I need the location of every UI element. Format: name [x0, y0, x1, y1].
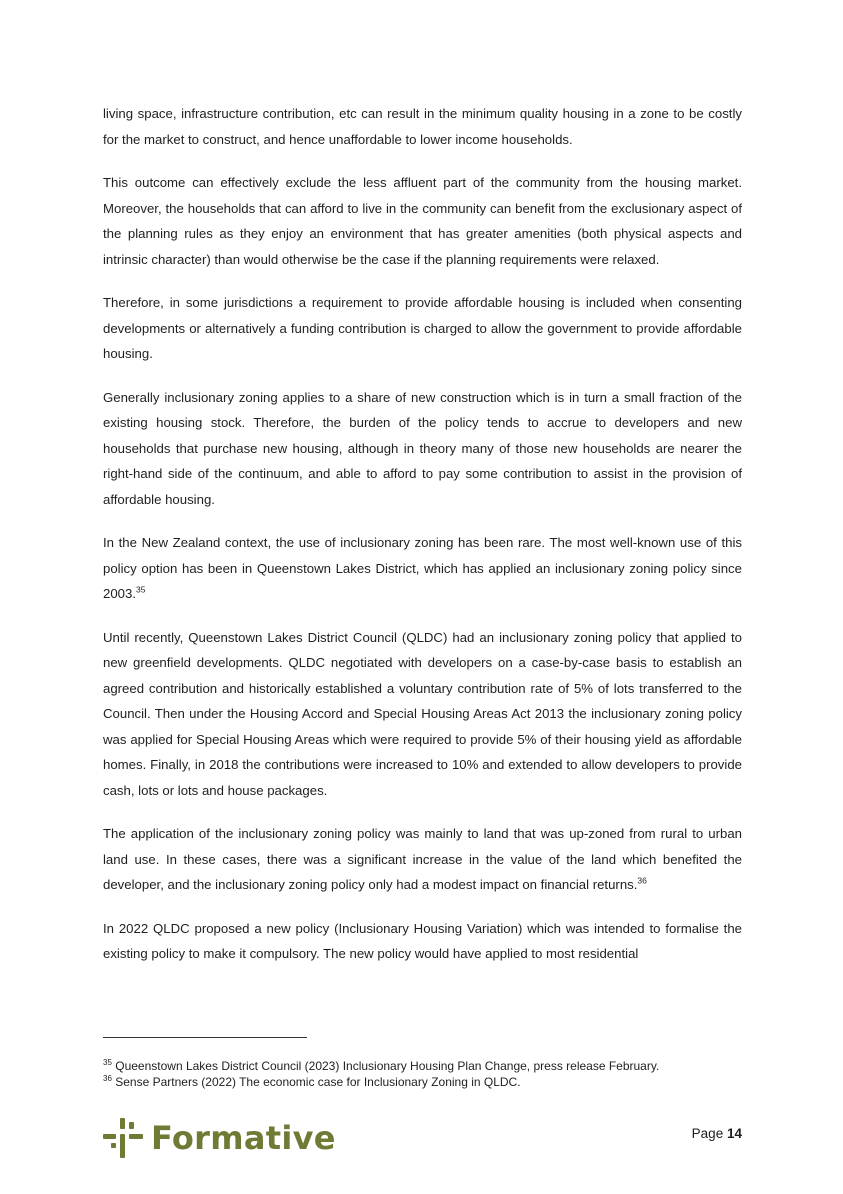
paragraph-1: living space, infrastructure contribution, etc can result in the minimum quality housing in a zone to be costly for the market to construct, and hence unaffordable to lower income households. [103, 106, 742, 147]
formative-logo [103, 1118, 336, 1158]
paragraph-7: The application of the inclusionary zoning policy was mainly to land that was up-zoned from rural to urban land use. In these cases, there was a significant increase in the value of the land which benefited the developer, and the inclusionary zoning policy only had a modest impact on financial returns.$^{36}$ [103, 826, 742, 892]
footnotes [103, 1058, 763, 1090]
paragraph-4: Generally inclusionary zoning applies to a share of new construction which is in turn a small fraction of the existing housing stock. Therefore, the burden of the policy tends to accrue to developers and new households that purchase new housing, although in theory many of those new households are nearer the right-hand side of the continuum, and able to afford to pay some contribution to assist in the provision of affordable housing. [103, 389, 742, 507]
footnote-divider [103, 1037, 307, 1038]
body-text [103, 101, 742, 985]
paragraph-8: In 2022 QLDC proposed a new policy (Inclusionary Housing Variation) which was intended to formalise the existing policy to make it compulsory. The new policy would have applied to most residential [103, 920, 742, 961]
paragraph-6: Until recently, Queenstown Lakes District Council (QLDC) had an inclusionary zoning policy that applied to new greenfield developments. QLDC negotiated with developers on a case-by-case basis to establish an agreed contribution and historically established a voluntary contribution rate of 5% of lots transferred to the Council. Then under the Housing Accord and Special Housing Areas Act 2013 the inclusionary zoning policy was applied for Special Housing Areas which were required to provide 5% of their housing yield as affordable homes. Finally, in 2018 the contributions were increased to 10% and extended to allow developers to provide cash, lots or lots and house packages. [103, 629, 742, 798]
footnote-36: $^{36}$ Sense Partners (2022) The economic case for Inclusionary Zoning in QLDC. [103, 1074, 521, 1089]
paragraph-3: Therefore, in some jurisdictions a requirement to provide affordable housing is included when consenting developments or alternatively a funding contribution is charged to allow the government to provide affordable housing. [103, 295, 742, 361]
page-number: Page 14 [691, 1126, 742, 1141]
footnote-ref-35[interactable]: 35 [136, 584, 146, 595]
footnote-35: $^{35}$ Queenstown Lakes District Council (2023) Inclusionary Housing Plan Change, press release February. [103, 1058, 660, 1073]
logo-wordmark: Formative [151, 1119, 336, 1157]
formative-logo-icon [103, 1118, 145, 1158]
footnote-ref-36[interactable]: 36 [637, 875, 647, 886]
paragraph-5: In the New Zealand context, the use of inclusionary zoning has been rare. The most well-known use of this policy option has been in Queenstown Lakes District, which has applied an inclusionary zoning policy since 2003.35 [103, 535, 742, 601]
paragraph-2: This outcome can effectively exclude the less affluent part of the community from the housing market. Moreover, the households that can afford to live in the community can benefit from the exclusionary aspect of the planning rules as they enjoy an environment that has greater amenities (both physical aspects and intrinsic character) than would otherwise be the case if the planning requirements were relaxed. [103, 175, 742, 267]
